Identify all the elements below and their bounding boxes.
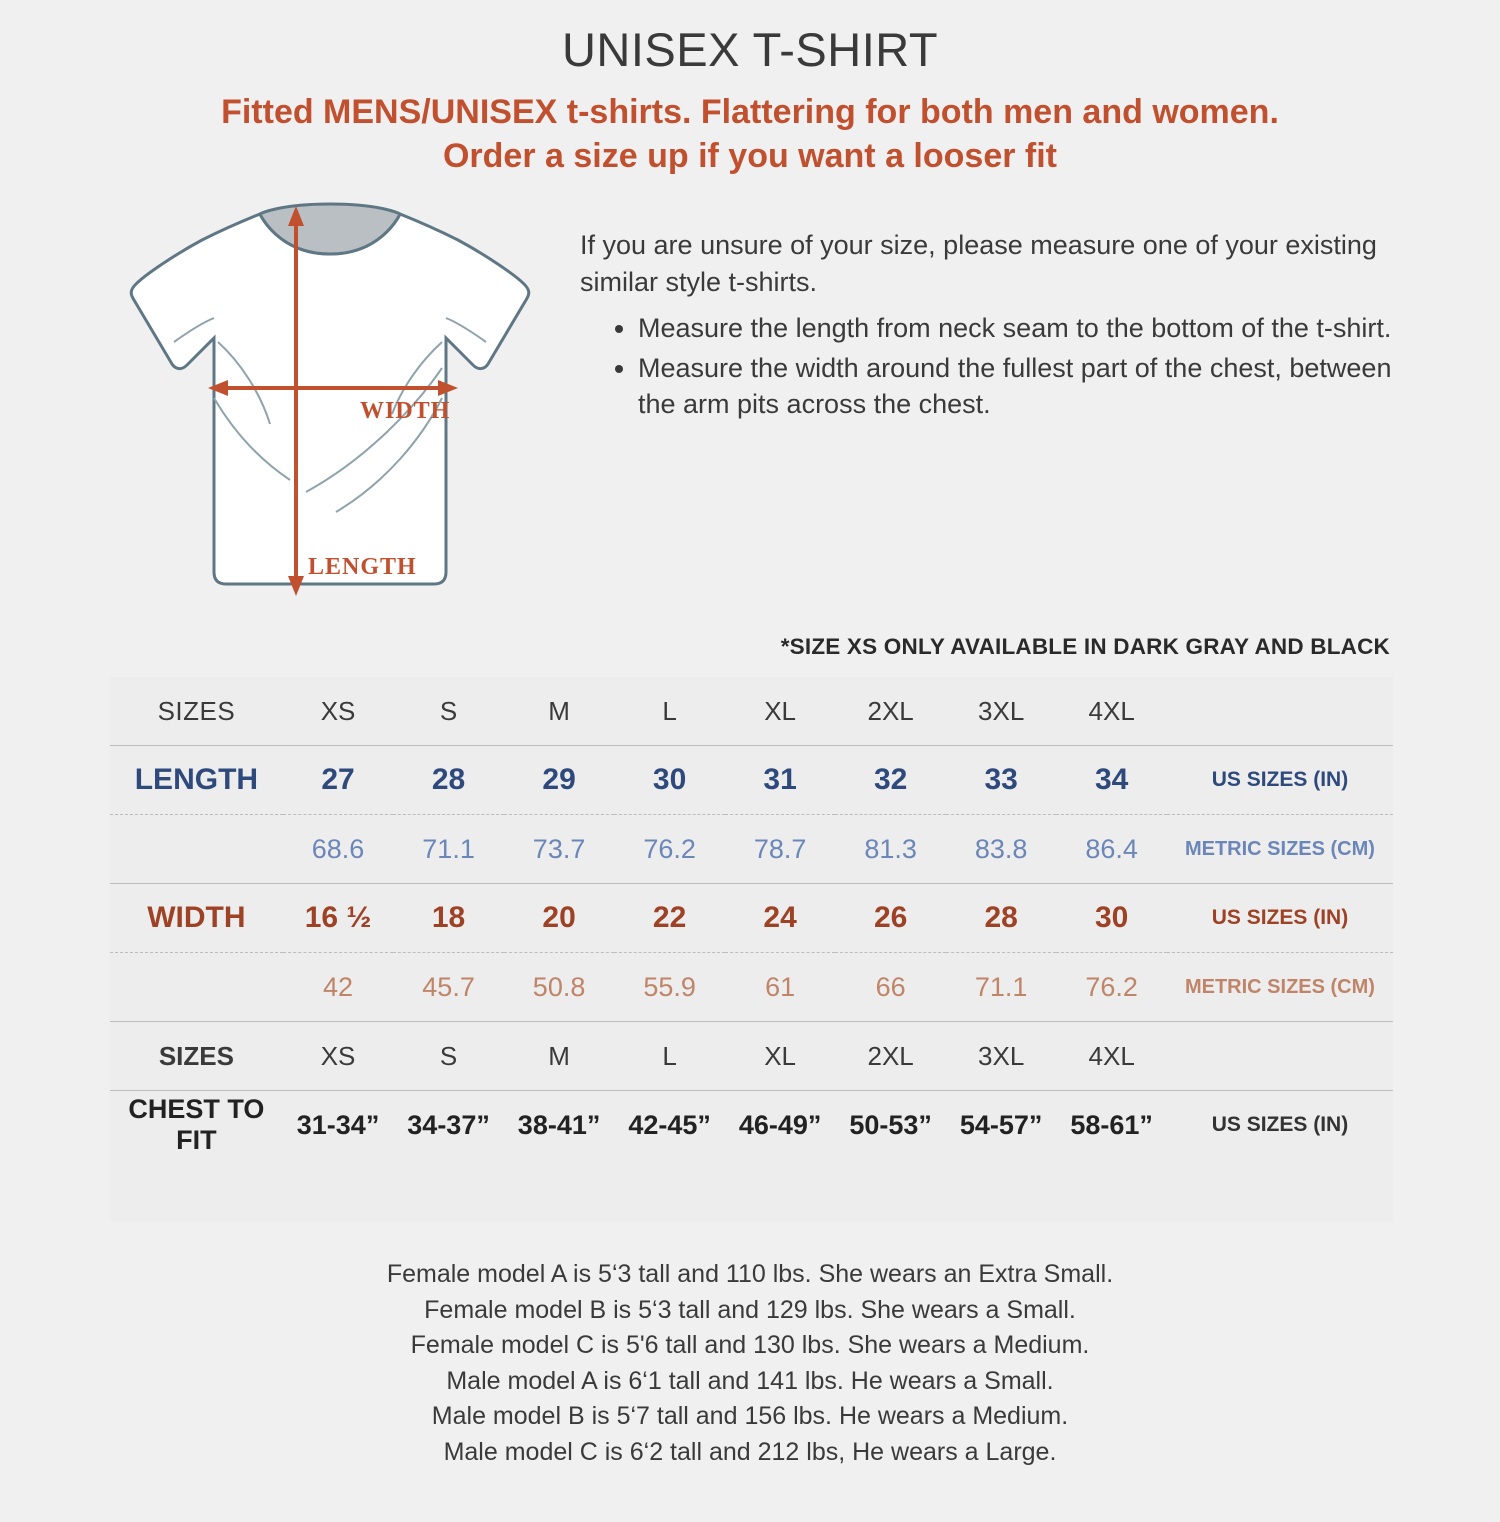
length-cm-3xl: 83.8	[946, 815, 1057, 884]
header2-size-l: L	[614, 1022, 725, 1091]
header-size-l: L	[614, 677, 725, 746]
table-row-header-sizes	[110, 677, 1393, 746]
header2-size-2xl: 2XL	[835, 1022, 946, 1091]
row-label-chest-to-fit: CHEST TO FIT	[128, 1094, 265, 1155]
header2-unit-blank	[1167, 1022, 1393, 1091]
header2-size-xl: XL	[725, 1022, 836, 1091]
width-us-2xl: 26	[835, 884, 946, 953]
header-size-xs: XS	[283, 677, 394, 746]
width-us-l: 22	[614, 884, 725, 953]
row-label-length: LENGTH	[110, 746, 283, 815]
width-us-unit: US SIZES (IN)	[1167, 884, 1393, 953]
width-us-xs: 16 ½	[283, 884, 394, 953]
model-note-line: Male model B is 5‘7 tall and 156 lbs. He wears a Medium.	[431, 1402, 1069, 1430]
list-item: • Measure the width around the fullest part of the chest, between the arm pits across the chest.	[638, 350, 1400, 423]
table-row-length-metric	[110, 815, 1393, 884]
chest-2xl: 50-53”	[849, 1109, 932, 1140]
header-sizes-label: SIZES	[110, 677, 283, 746]
table-row-length-us	[110, 746, 1393, 815]
header-size-3xl: 3XL	[946, 677, 1057, 746]
length-us-4xl: 34	[1056, 746, 1167, 815]
header-unit-blank	[1167, 677, 1393, 746]
model-note-line: Female model B is 5‘3 tall and 129 lbs. She wears a Small.	[424, 1295, 1076, 1324]
length-cm-s: 71.1	[393, 815, 504, 884]
width-cm-xl: 61	[725, 953, 836, 1022]
table-row-width-metric	[110, 953, 1393, 1022]
width-us-xl: 24	[725, 884, 836, 953]
width-us-m: 20	[504, 884, 615, 953]
size-table-container	[110, 677, 1393, 1222]
width-label: WIDTH	[360, 398, 451, 425]
length-us-2xl: 32	[835, 746, 946, 815]
model-notes	[0, 1257, 1500, 1470]
table-row-header-sizes-2	[110, 1022, 1393, 1091]
length-us-xl: 31	[725, 746, 836, 815]
width-cm-s: 45.7	[393, 953, 504, 1022]
measuring-instructions	[580, 227, 1400, 427]
instructions-list	[580, 310, 1400, 423]
page-subtitle	[80, 91, 1420, 178]
chest-3xl: 54-57”	[959, 1109, 1043, 1140]
width-metric-unit: METRIC SIZES (CM)	[1167, 953, 1393, 1022]
chest-xl: 46-49”	[738, 1109, 822, 1140]
length-us-3xl: 33	[946, 746, 1057, 815]
chest-s: 34-37”	[407, 1109, 490, 1140]
length-metric-unit: METRIC SIZES (CM)	[1167, 815, 1393, 884]
model-note-line: Female model A is 5‘3 tall and 110 lbs. She wears an Extra Small.	[386, 1260, 1114, 1288]
width-cm-l: 55.9	[614, 953, 725, 1022]
model-note-line: Male model A is 6‘1 tall and 141 lbs. He wears a Small.	[446, 1366, 1054, 1395]
row-label-width: WIDTH	[110, 884, 283, 953]
instructions-intro: If you are unsure of your size, please measure one of your existing similar style t-shirts.	[580, 230, 1377, 298]
width-cm-4xl: 76.2	[1056, 953, 1167, 1022]
length-cm-xl: 78.7	[725, 815, 836, 884]
header2-size-4xl: 4XL	[1056, 1022, 1167, 1091]
chest-xs: 31-34”	[296, 1109, 380, 1140]
width-cm-m: 50.8	[504, 953, 615, 1022]
width-cm-2xl: 66	[835, 953, 946, 1022]
width-us-3xl: 28	[946, 884, 1057, 953]
chest-m: 38-41”	[517, 1109, 601, 1140]
page-title: UNISEX T-SHIRT	[561, 23, 939, 76]
length-us-l: 30	[614, 746, 725, 815]
header2-size-xs: XS	[283, 1022, 394, 1091]
length-us-unit: US SIZES (IN)	[1167, 746, 1393, 815]
chest-4xl: 58-61”	[1070, 1109, 1153, 1140]
row-label-length-metric	[110, 815, 283, 884]
chest-l: 42-45”	[628, 1109, 711, 1140]
diagram-and-instructions	[0, 192, 1500, 622]
length-us-s: 28	[393, 746, 504, 815]
header2-size-3xl: 3XL	[946, 1022, 1057, 1091]
width-us-s: 18	[393, 884, 504, 953]
length-cm-m: 73.7	[504, 815, 615, 884]
table-row-width-us	[110, 884, 1393, 953]
size-table	[110, 677, 1393, 1159]
size-chart-page	[0, 22, 1500, 1522]
header-size-s: S	[393, 677, 504, 746]
model-note-line: Male model C is 6‘2 tall and 212 lbs, He wears a Large.	[443, 1437, 1057, 1466]
width-us-4xl: 30	[1056, 884, 1167, 953]
length-cm-xs: 68.6	[283, 815, 394, 884]
length-cm-4xl: 86.4	[1056, 815, 1167, 884]
row-label-width-metric	[110, 953, 283, 1022]
length-cm-l: 76.2	[614, 815, 725, 884]
width-cm-xs: 42	[283, 953, 394, 1022]
header-size-xl: XL	[725, 677, 836, 746]
table-row-chest-to-fit	[110, 1091, 1393, 1160]
header2-sizes-label: SIZES	[110, 1022, 283, 1091]
model-note-line: Female model C is 5'6 tall and 130 lbs. She wears a Medium.	[410, 1331, 1090, 1359]
chest-unit: US SIZES (IN)	[1211, 1113, 1349, 1136]
subtitle-line-2: Order a size up if you want a looser fit	[442, 136, 1057, 175]
length-label: LENGTH	[308, 554, 417, 581]
tshirt-diagram	[110, 192, 550, 612]
length-cm-2xl: 81.3	[835, 815, 946, 884]
header2-size-s: S	[393, 1022, 504, 1091]
list-item: • Measure the length from neck seam to the bottom of the t-shirt.	[638, 310, 1400, 346]
length-us-xs: 27	[283, 746, 394, 815]
xs-availability-note: *SIZE XS ONLY AVAILABLE IN DARK GRAY AND BLACK	[780, 634, 1390, 659]
header-size-m: M	[504, 677, 615, 746]
header-size-2xl: 2XL	[835, 677, 946, 746]
header-size-4xl: 4XL	[1056, 677, 1167, 746]
length-us-m: 29	[504, 746, 615, 815]
subtitle-line-1: Fitted MENS/UNISEX t-shirts. Flattering for both men and women.	[221, 93, 1279, 131]
width-cm-3xl: 71.1	[946, 953, 1057, 1022]
header2-size-m: M	[504, 1022, 615, 1091]
